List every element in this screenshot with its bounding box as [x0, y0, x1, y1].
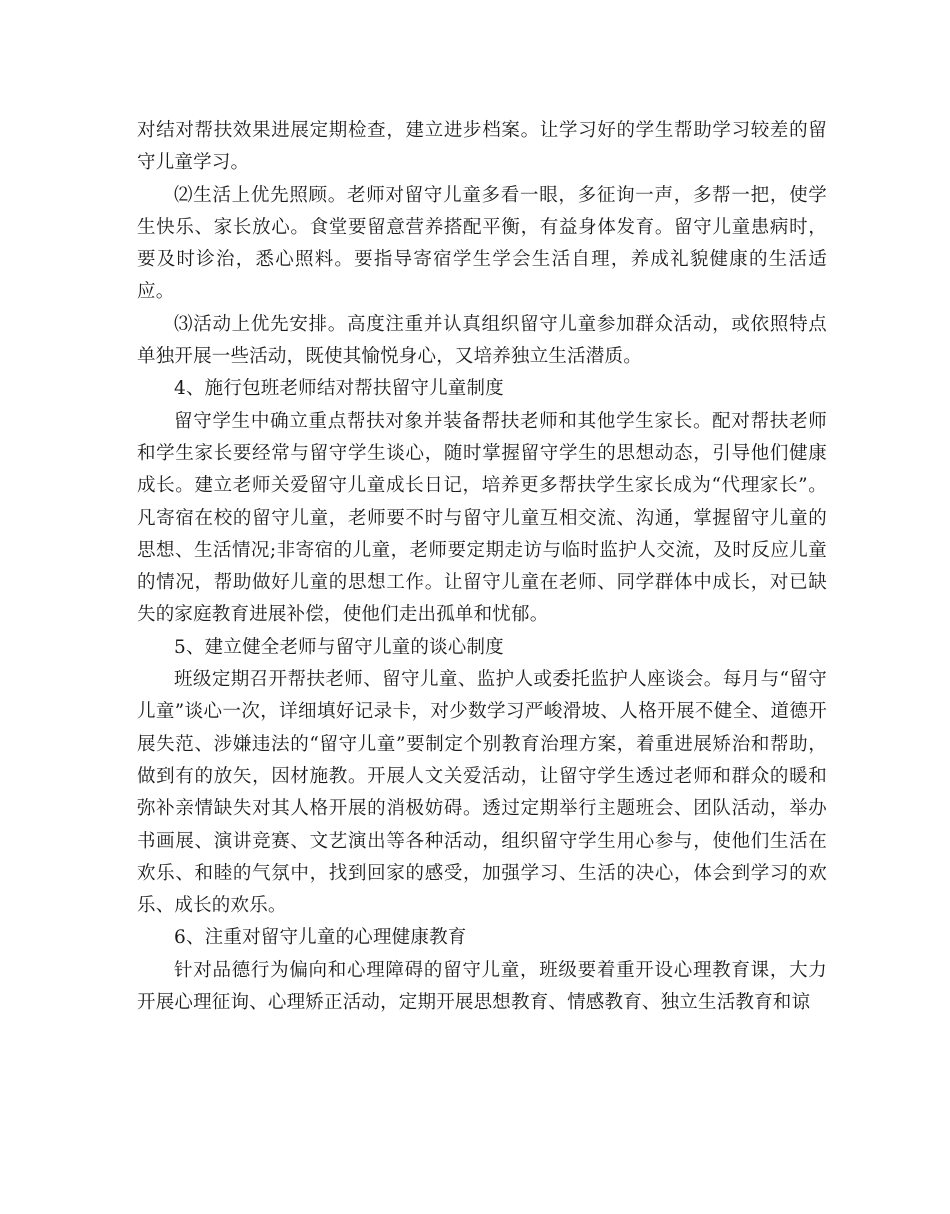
paragraph-section-5: 班级定期召开帮扶老师、留守儿童、监护人或委托监护人座谈会。每月与“留守儿童”谈心一次，详细填好记录卡，对少数学习严峻滑坡、人格开展不健全、道德开展失范、涉嫌违法的“留守儿童”要制定个别教育治理方案，着重进展矫治和帮助，做到有的放矢，因材施教。开展人文关爱活动，让留守学生透过老师和群众的暖和弥补亲情缺失对其人格开展的消极妨碍。透过定期举行主题班会、团队活动，举办书画展、演讲竞赛、文艺演出等各种活动，组织留守学生用心参与，使他们生活在欢乐、和睦的气氛中，找到回家的感受，加强学习、生活的决心，体会到学习的欢乐、成长的欢乐。: [137, 669, 827, 917]
section-heading-4: 4、施行包班老师结对帮扶留守儿童制度: [174, 378, 504, 400]
paragraph-continuation: 对结对帮扶效果进展定期检查，建立进步档案。让学习好的学生帮助学习较差的留守儿童学习。: [137, 120, 827, 174]
section-heading-6: 6、注重对留守儿童的心理健康教育: [174, 927, 467, 949]
document-body: [137, 115, 827, 1019]
paragraph-section-4: 留守学生中确立重点帮扶对象并装备帮扶老师和其他学生家长。配对帮扶老师和学生家长要经常与留守学生谈心，随时掌握留守学生的思想动态，引导他们健康成长。建立老师关爱留守儿童成长日记，培养更多帮扶学生家长成为“代理家长”。凡寄宿在校的留守儿童，老师要不时与留守儿童互相交流、沟通，掌握留守儿童的思想、生活情况;非寄宿的儿童，老师要定期走访与临时监护人交流，及时反应儿童的情况，帮助做好儿童的思想工作。让留守儿童在老师、同学群体中成长，对已缺失的家庭教育进展补偿，使他们走出孤单和忧郁。: [137, 410, 827, 626]
section-heading-5: 5、建立健全老师与留守儿童的谈心制度: [174, 636, 504, 658]
paragraph-life-care: ⑵生活上优先照顾。老师对留守儿童多看一眼，多征询一声，多帮一把，使学生快乐、家长放心。食堂要留意营养搭配平衡，有益身体发育。留守儿童患病时，要及时诊治，悉心照料。要指导寄宿学生学会生活自理，养成礼貌健康的生活适应。: [137, 184, 827, 303]
paragraph-section-6: 针对品德行为偏向和心理障碍的留守儿童，班级要着重开设心理教育课，大力开展心理征询、心理矫正活动，定期开展思想教育、情感教育、独立生活教育和谅: [137, 959, 827, 1014]
paragraph-activity-priority: ⑶活动上优先安排。高度注重并认真组织留守儿童参加群众活动，或依照特点单独开展一些活动，既使其愉悦身心，又培养独立生活潜质。: [137, 313, 827, 368]
